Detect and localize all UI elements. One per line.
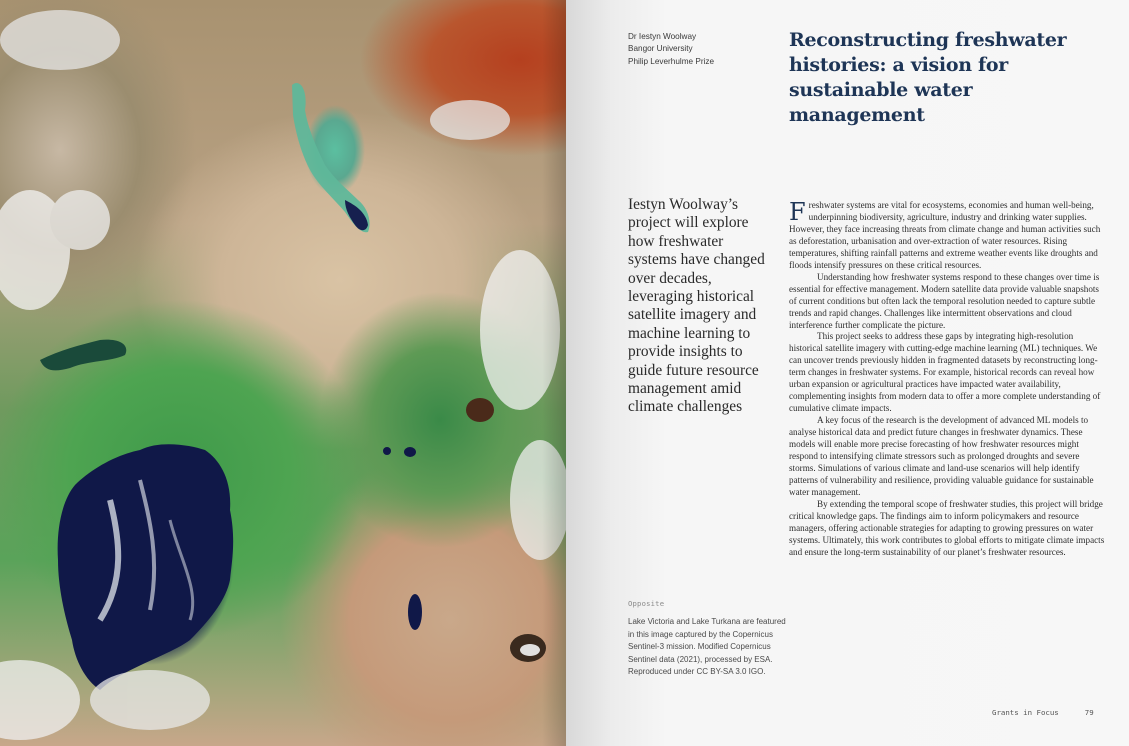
author-institution: Bangor University [628,44,693,54]
body-paragraph: Understanding how freshwater systems respond to these changes over time is essential for effective management. Modern satellite data provide valuable snapshots of current conditions but often lack the temporal resolution needed to capture subtle trends and rapid changes. Challenges like intermittent observations and cloud interference further complicate the picture. [789,271,1100,330]
caption-text: Lake Victoria and Lake Turkana are featured in this image captured by the Copernicus Sentinel-3 mission. Modified Copernicus Sentinel data (2021), processed by ESA. Reproduced under CC BY-SA 3.0 IGO. [628,617,786,677]
article-body [789,200,1107,559]
pull-quote: Iestyn Woolway’s project will explore how freshwater systems have changed over decades, leveraging historical satellite imagery and machine learning to provide insights to guide future resource management amid climate challenges [628,196,765,416]
page-fold-shadow [542,0,566,746]
author-name: Dr Iestyn Woolway [628,32,697,41]
article-page [566,0,1129,746]
author-award: Philip Leverhulme Prize [628,56,715,66]
lake-victoria [58,444,234,690]
body-paragraph: This project seeks to address these gaps by integrating high-resolution historical satellite imagery with cutting-edge machine learning (ML) techniques. We can uncover trends previously hidden in fragmented datasets by reconstructing long-term changes in freshwater systems. For example, historical records can reveal how urban expansion or agricultural practices have impacted water availability, complementing insights from modern data to offer a more complete understanding of cumulative climate impacts. [789,331,1101,414]
byline [628,31,714,68]
body-paragraph: A key focus of the research is the development of advanced ML models to analyse historical data and predict future changes in freshwater dynamics. These models will enable more precise forecasting of how freshwater resources might respond to intensifying climate stressors such as prolonged droughts and severe storms. Simulations of various climate and land-use scenarios will help identify patterns of vulnerability and resilience, providing valuable guidance for sustainable water management. [789,415,1094,497]
body-paragraph: Freshwater systems are vital for ecosystems, economies and human well-being, underpinning biodiversity, agriculture, industry and drinking water supplies. However, they face increasing threats from climate change and human activities such as deforestation, urbanisation and over-extraction of water resources. Rising temperatures, shifting rainfall patterns and extreme weather events like droughts and floods intensify pressures on these critical resources. [789,198,1101,270]
lake-kyoga [40,340,126,371]
image-caption [628,598,793,678]
lake-naivasha [408,594,422,630]
page-number: 79 [1084,708,1094,717]
drop-cap: F [789,198,806,226]
caption-label: Opposite [628,599,665,608]
article-title: Reconstructing freshwater histories: a vision for sustainable water management [789,29,1067,126]
section-name: Grants in Focus [992,708,1059,717]
mount-elgon [466,398,494,422]
page-footer [992,708,1094,717]
body-paragraph: By extending the temporal scope of freshwater studies, this project will bridge critical knowledge gaps. The findings aim to inform policymakers and resource managers, offering actionable strategies for adapting to growing pressures on water systems. Ultimately, this work contributes to global efforts to mitigate climate impacts and ensure the long-term sustainability of our planet’s freshwater resources. [789,498,1105,557]
